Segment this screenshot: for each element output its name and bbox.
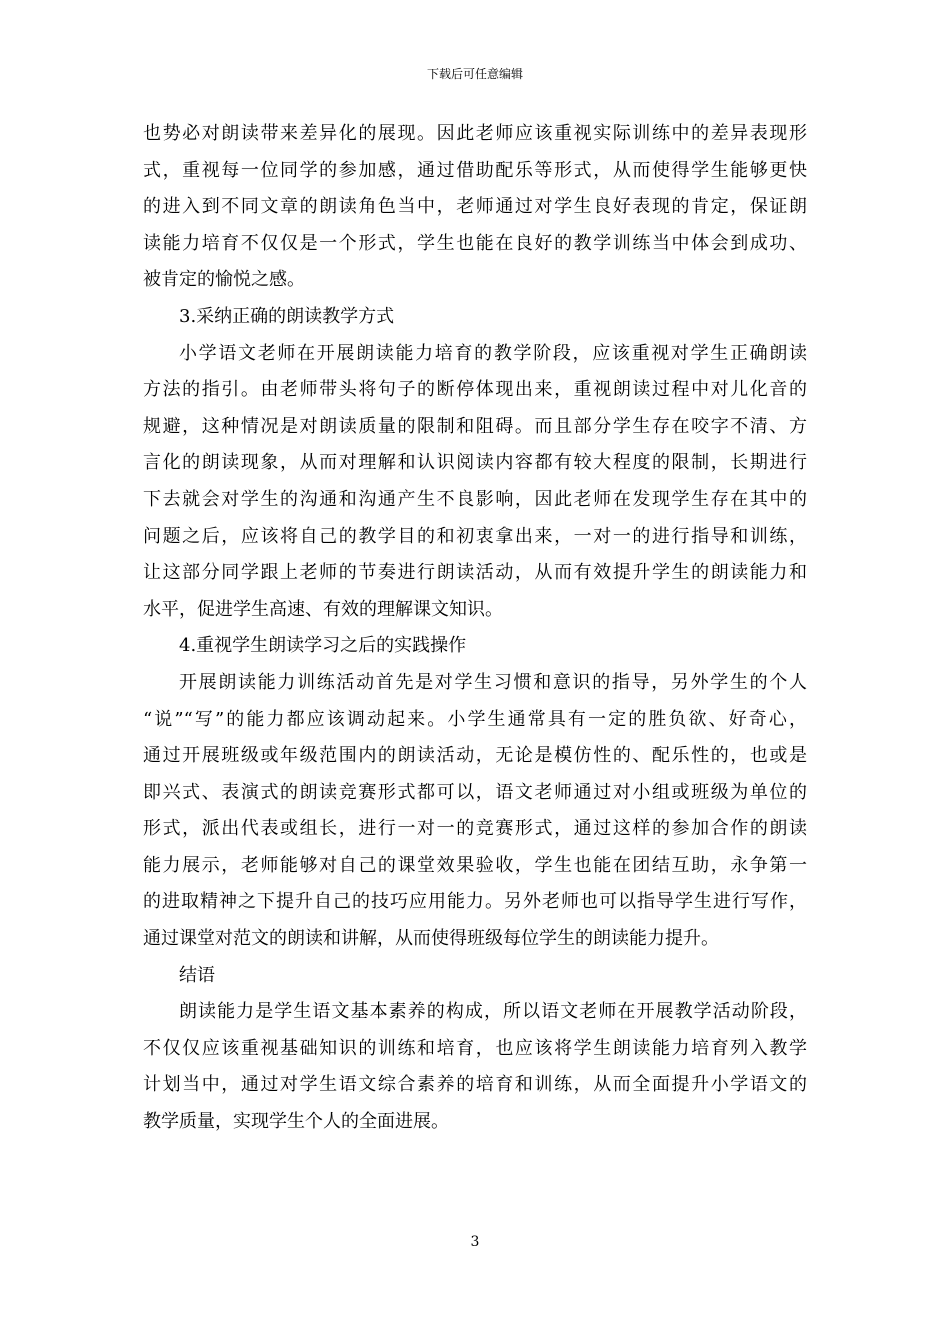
text-line: 不仅仅应该重视基础知识的训练和培育，也应该将学生朗读能力培育列入教学	[143, 1037, 807, 1059]
text-line: 被肯定的愉悦之感。	[143, 269, 305, 291]
paragraph	[143, 116, 807, 299]
text-line: 规避，这种情况是对朗读质量的限制和阻碍。而且部分学生存在咬字不清、方	[143, 415, 807, 437]
text-line: 下去就会对学生的沟通和沟通产生不良影响，因此老师在发现学生存在其中的	[143, 488, 807, 510]
text-line: 开展朗读能力训练活动首先是对学生习惯和意识的指导，另外学生的个人	[179, 671, 807, 693]
text-line: 计划当中，通过对学生语文综合素养的培育和训练，从而全面提升小学语文的	[143, 1074, 807, 1096]
text-line: 水平，促进学生高速、有效的理解课文知识。	[143, 598, 503, 620]
section-heading: 3.采纳正确的朗读教学方式	[179, 305, 395, 327]
text-line: “说”“写”的能力都应该调动起来。小学生通常具有一定的胜负欲、好奇心，	[143, 708, 807, 730]
paragraph	[143, 665, 807, 958]
text-line: 能力展示，老师能够对自己的课堂效果验收，学生也能在团结互助，永争第一	[143, 854, 807, 876]
text-line: 问题之后，应该将自己的教学目的和初衷拿出来，一对一的进行指导和训练，	[143, 525, 807, 547]
text-line: 朗读能力是学生语文基本素养的构成，所以语文老师在开展教学活动阶段，	[179, 1001, 807, 1023]
paragraph	[143, 336, 807, 629]
text-line: 教学质量，实现学生个人的全面进展。	[143, 1111, 449, 1133]
page-number: 3	[470, 1234, 480, 1250]
text-line: 小学语文老师在开展朗读能力培育的教学阶段，应该重视对学生正确朗读	[179, 342, 807, 364]
document-body	[143, 116, 807, 1141]
section-heading: 4.重视学生朗读学习之后的实践操作	[179, 635, 467, 657]
text-line: 式，重视每一位同学的参加感，通过借助配乐等形式，从而使得学生能够更快	[143, 159, 807, 181]
section-heading: 结语	[179, 964, 215, 986]
text-line: 即兴式、表演式的朗读竞赛形式都可以，语文老师通过对小组或班级为单位的	[143, 781, 807, 803]
text-line: 的进入到不同文章的朗读角色当中，老师通过对学生良好表现的肯定，保证朗	[143, 196, 807, 218]
text-line: 方法的指引。由老师带头将句子的断停体现出来，重视朗读过程中对儿化音的	[143, 379, 807, 401]
text-line: 也势必对朗读带来差异化的展现。因此老师应该重视实际训练中的差异表现形	[143, 123, 807, 144]
text-line: 言化的朗读现象，从而对理解和认识阅读内容都有较大程度的限制，长期进行	[143, 452, 807, 474]
text-line: 形式，派出代表或组长，进行一对一的竞赛形式，通过这样的参加合作的朗读	[143, 818, 807, 840]
page-header: 下载后可任意编辑	[426, 67, 523, 81]
text-line: 通过开展班级或年级范围内的朗读活动，无论是模仿性的、配乐性的，也或是	[143, 745, 807, 767]
text-line: 让这部分同学跟上老师的节奏进行朗读活动，从而有效提升学生的朗读能力和	[143, 562, 807, 584]
paragraph	[143, 994, 807, 1140]
text-line: 的进取精神之下提升自己的技巧应用能力。另外老师也可以指导学生进行写作，	[143, 891, 807, 913]
text-line: 通过课堂对范文的朗读和讲解，从而使得班级每位学生的朗读能力提升。	[143, 928, 719, 950]
text-line: 读能力培育不仅仅是一个形式，学生也能在良好的教学训练当中体会到成功、	[143, 232, 807, 254]
